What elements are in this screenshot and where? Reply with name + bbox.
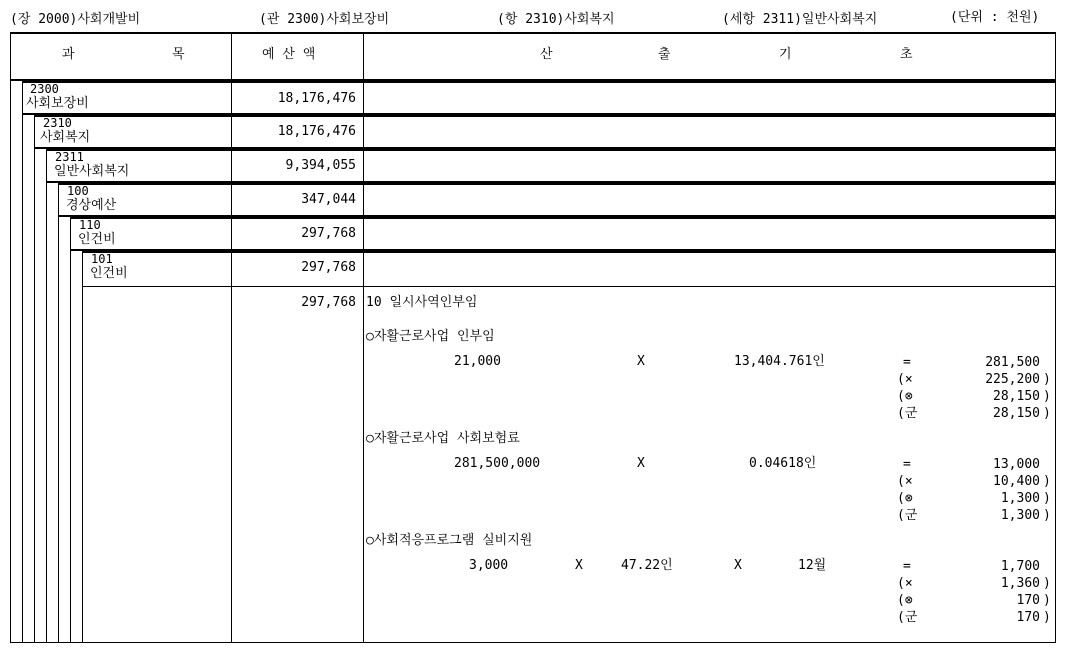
row-amount: 297,768 bbox=[301, 226, 356, 241]
formula-value: 47.22인 bbox=[621, 558, 673, 573]
row-code: 101 bbox=[91, 252, 113, 266]
line-prefix: (× bbox=[897, 576, 913, 591]
line-close: ) bbox=[1043, 593, 1051, 608]
line-prefix: (× bbox=[897, 474, 913, 489]
col-sanchul-2: 출 bbox=[658, 47, 671, 62]
section-heading: ○자활근로사업 인부임 bbox=[366, 329, 495, 344]
row-name: 인건비 bbox=[90, 266, 128, 281]
row-name: 사회보장비 bbox=[26, 96, 89, 111]
line-value: 281,500 bbox=[985, 355, 1040, 370]
row-amount: 18,176,476 bbox=[277, 91, 356, 106]
header-jang: (장 2000)사회개발비 bbox=[10, 12, 141, 27]
line-value: 13,000 bbox=[993, 457, 1040, 472]
detail-title: 10 일시사역인부임 bbox=[366, 295, 478, 310]
header-sehang: (세항 2311)일반사회복지 bbox=[722, 12, 878, 27]
section-heading: ○사회적응프로그램 실비지원 bbox=[366, 533, 533, 548]
line-prefix: (군 bbox=[897, 406, 918, 421]
line-value: 28,150 bbox=[993, 406, 1040, 421]
formula-value: 13,404.761인 bbox=[734, 354, 825, 369]
line-prefix: (군 bbox=[897, 508, 918, 523]
line-prefix: (⊗ bbox=[897, 491, 913, 506]
col-yesan: 예 산 액 bbox=[262, 47, 316, 62]
row-name: 사회복지 bbox=[40, 130, 91, 145]
row-amount: 297,768 bbox=[301, 260, 356, 275]
section-heading: ○자활근로사업 사회보험료 bbox=[366, 431, 520, 446]
line-prefix: = bbox=[903, 355, 911, 370]
row-code: 2311 bbox=[55, 150, 84, 164]
row-code: 2300 bbox=[30, 82, 59, 96]
row-amount: 18,176,476 bbox=[277, 124, 356, 139]
line-prefix: (× bbox=[897, 372, 913, 387]
col-gwamok-2: 목 bbox=[172, 47, 185, 62]
formula-value: 0.04618인 bbox=[749, 456, 817, 471]
line-close: ) bbox=[1043, 406, 1051, 421]
header-unit: (단위 : 천원) bbox=[950, 10, 1040, 25]
line-close: ) bbox=[1043, 389, 1051, 404]
formula-op: X bbox=[734, 558, 742, 573]
line-close: ) bbox=[1043, 474, 1051, 489]
line-value: 1,700 bbox=[1000, 559, 1040, 574]
line-close: ) bbox=[1043, 491, 1051, 506]
col-gwamok-1: 과 bbox=[62, 47, 75, 62]
formula-op: X bbox=[637, 354, 645, 369]
col-sanchul-4: 초 bbox=[900, 47, 913, 62]
line-close: ) bbox=[1043, 610, 1051, 625]
line-prefix: = bbox=[903, 559, 911, 574]
line-value: 1,360 bbox=[1000, 576, 1040, 591]
line-close: ) bbox=[1043, 576, 1051, 591]
formula-value: 12월 bbox=[798, 558, 827, 573]
header-gwan: (관 2300)사회보장비 bbox=[259, 12, 390, 27]
line-value: 1,300 bbox=[1000, 491, 1040, 506]
row-amount: 9,394,055 bbox=[285, 158, 356, 173]
formula-value: 3,000 bbox=[469, 558, 509, 573]
line-value: 10,400 bbox=[993, 474, 1040, 489]
row-code: 100 bbox=[67, 184, 89, 198]
formula-op: X bbox=[637, 456, 645, 471]
line-value: 225,200 bbox=[985, 372, 1040, 387]
line-value: 28,150 bbox=[993, 389, 1040, 404]
line-prefix: (⊗ bbox=[897, 389, 913, 404]
row-amount: 347,044 bbox=[301, 192, 356, 207]
col-sanchul-1: 산 bbox=[540, 47, 553, 62]
line-prefix: (⊗ bbox=[897, 593, 913, 608]
line-prefix: = bbox=[903, 457, 911, 472]
col-sanchul-3: 기 bbox=[779, 47, 792, 62]
detail-amount: 297,768 bbox=[301, 295, 356, 310]
row-code: 110 bbox=[79, 218, 101, 232]
line-value: 170 bbox=[1016, 593, 1040, 608]
formula-value: 281,500,000 bbox=[454, 456, 541, 471]
formula-op: X bbox=[575, 558, 583, 573]
row-name: 일반사회복지 bbox=[54, 164, 130, 179]
formula-value: 21,000 bbox=[454, 354, 501, 369]
line-value: 1,300 bbox=[1000, 508, 1040, 523]
row-code: 2310 bbox=[43, 116, 72, 130]
header-hang: (항 2310)사회복지 bbox=[497, 12, 615, 27]
line-prefix: (군 bbox=[897, 610, 918, 625]
row-name: 경상예산 bbox=[66, 198, 117, 213]
line-value: 170 bbox=[1016, 610, 1040, 625]
line-close: ) bbox=[1043, 508, 1051, 523]
row-name: 인건비 bbox=[78, 232, 116, 247]
line-close: ) bbox=[1043, 372, 1051, 387]
